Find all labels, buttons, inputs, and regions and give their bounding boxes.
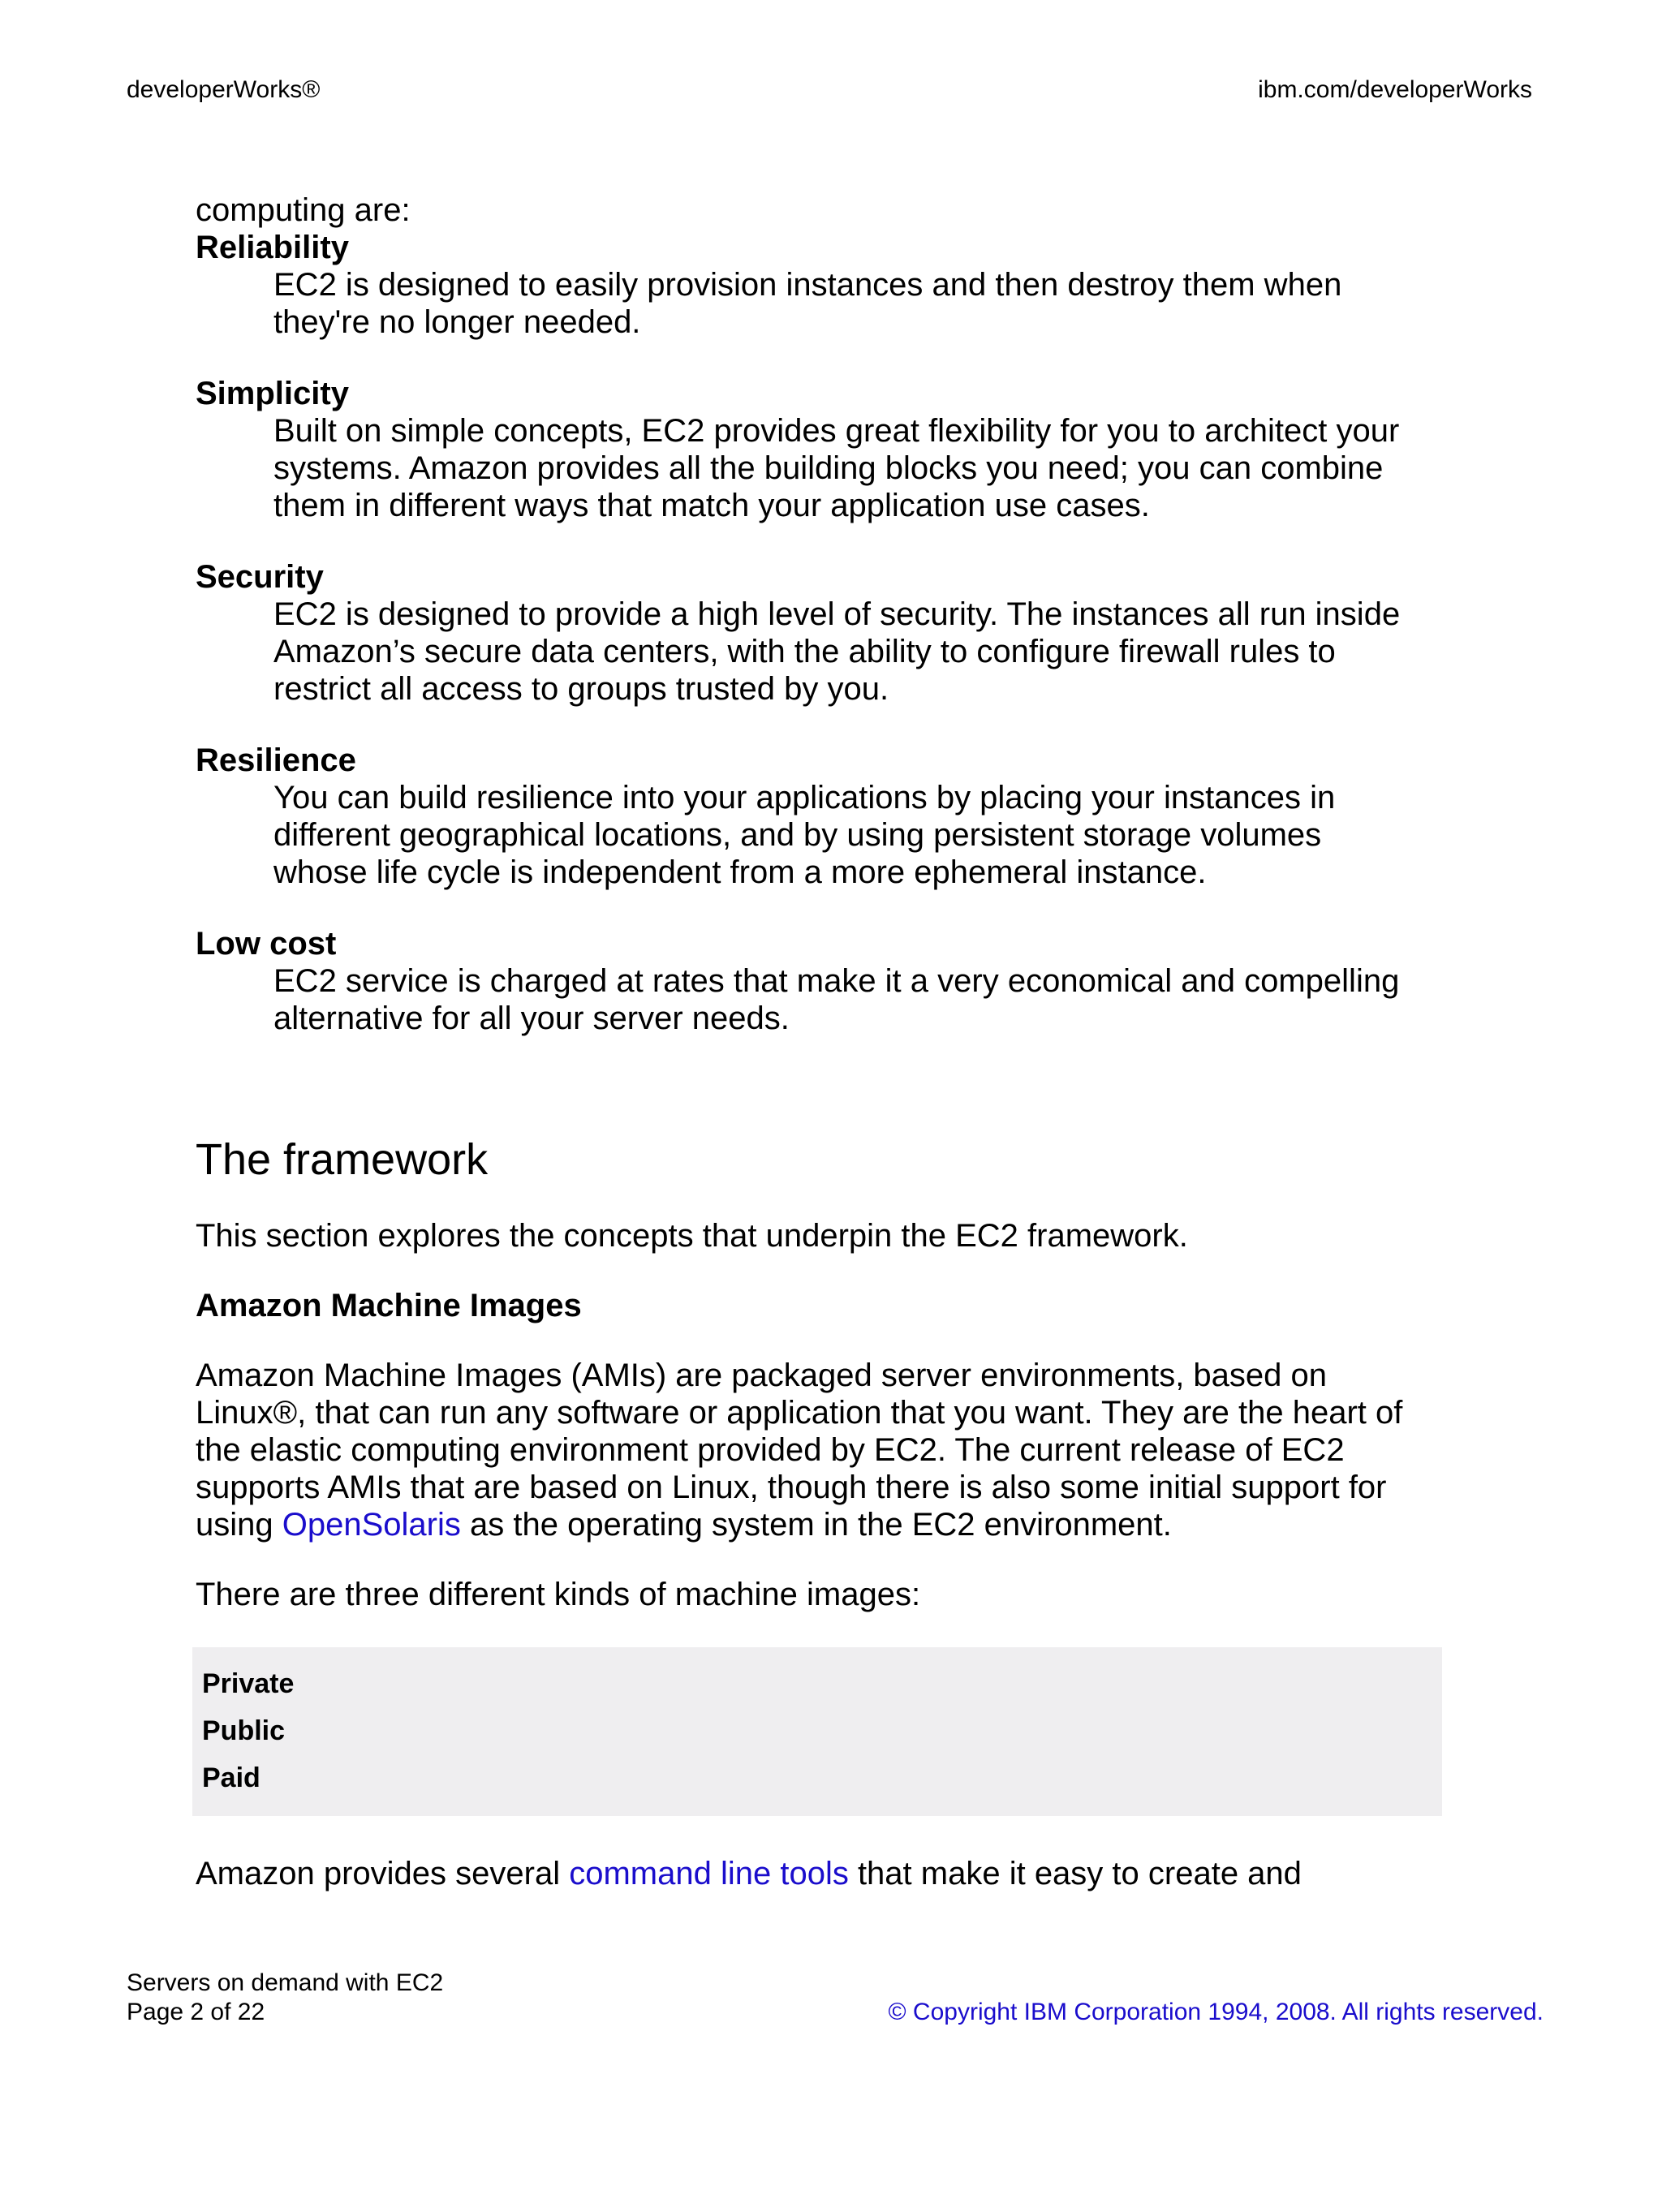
image-kind-paid: Paid [202,1762,260,1793]
intro-text: computing are: [196,192,411,228]
ami-heading: Amazon Machine Images [196,1288,582,1323]
benefit-term: Low cost [196,926,337,962]
definition-line: restrict all access to groups trusted by you. [273,671,889,707]
definition-line: whose life cycle is independent from a more ephemeral instance. [273,854,1207,890]
benefit-low-cost [196,925,1445,1037]
benefit-simplicity [196,375,1445,524]
definition-line: EC2 is designed to easily provision instances and then destroy them when [273,267,1342,303]
paragraph-line: the elastic computing environment provided by EC2. The current release of EC2 [196,1432,1345,1468]
paragraph-line: Amazon Machine Images (AMIs) are packaged server environments, based on [196,1358,1328,1393]
text-segment: that make it easy to create and [848,1856,1302,1891]
ami-paragraph [196,1357,1445,1543]
benefit-definition [273,962,1434,1037]
definition-line: EC2 service is charged at rates that make it a very economical and compelling [273,963,1400,999]
benefit-term: Reliability [196,230,349,265]
definition-line: Built on simple concepts, EC2 provides great flexibility for you to architect your [273,413,1400,449]
paragraph-line: supports AMIs that are based on Linux, though there is also some initial support for [196,1470,1387,1505]
machine-image-kinds-box [192,1647,1442,1816]
definition-line: alternative for all your server needs. [273,1001,790,1036]
page-header-url: ibm.com/developerWorks [1258,76,1532,103]
definition-line: systems. Amazon provides all the building blocks you need; you can combine [273,450,1384,486]
footer-document-title: Servers on demand with EC2 [127,1969,444,1996]
page-footer-info [127,1969,443,2027]
benefit-security [196,558,1445,708]
benefit-resilience [196,742,1445,891]
definition-line: Amazon’s secure data centers, with the ability to configure firewall rules to [273,634,1336,669]
benefit-term: Simplicity [196,376,349,411]
framework-intro: This section explores the concepts that underpin the EC2 framework. [196,1218,1188,1254]
benefit-reliability [196,229,1445,341]
definition-line: them in different ways that match your application use cases. [273,488,1150,523]
definition-line: You can build resilience into your applications by placing your instances in [273,780,1336,816]
benefit-definition [273,779,1434,891]
definition-line: different geographical locations, and by using persistent storage volumes [273,817,1322,853]
text-segment: as the operating system in the EC2 environment. [460,1507,1172,1543]
text-segment: Amazon provides several [196,1856,570,1891]
benefit-definition [273,266,1434,341]
benefit-definition [273,412,1434,524]
command-line-tools-link[interactable]: command line tools [569,1856,849,1891]
footer-copyright-link[interactable]: © Copyright IBM Corporation 1994, 2008. All rights reserved. [888,1999,1544,2025]
benefit-definition [273,596,1434,708]
benefit-term: Security [196,559,324,595]
paragraph-line [196,1506,1445,1543]
opensolaris-link[interactable]: OpenSolaris [282,1507,461,1543]
definition-line: EC2 is designed to provide a high level of security. The instances all run inside [273,596,1401,632]
benefit-term: Resilience [196,742,356,778]
page-header-site: developerWorks® [127,76,321,103]
footer-page-number: Page 2 of 22 [127,1999,265,2025]
text-segment: using [196,1507,282,1543]
image-kind-private: Private [202,1668,295,1699]
page-content [196,192,1445,1892]
kinds-intro: There are three different kinds of machine images: [196,1577,921,1612]
paragraph-line: Linux®, that can run any software or application that you want. They are the heart of [196,1395,1403,1431]
image-kind-public: Public [202,1715,286,1746]
definition-line: they're no longer needed. [273,304,641,340]
tools-paragraph [196,1855,1445,1892]
section-heading: The framework [196,1135,489,1184]
